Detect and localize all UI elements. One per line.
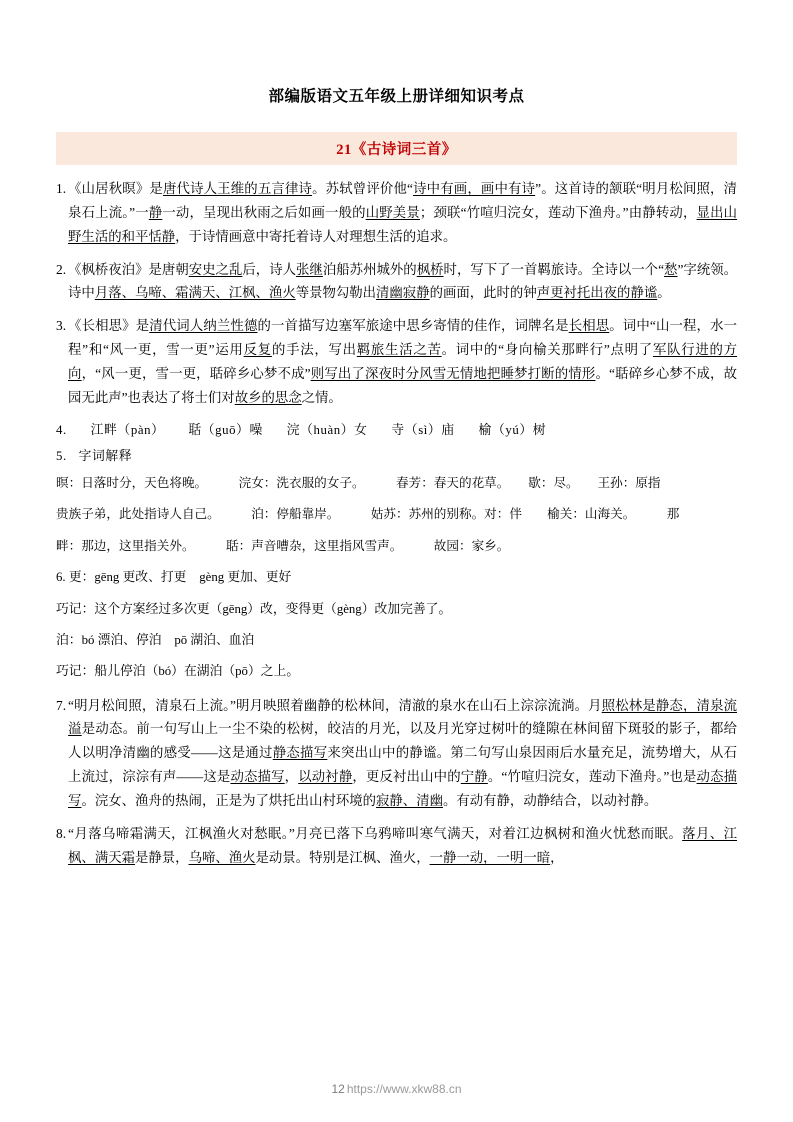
item-text: 《山居秋暝》是唐代诗人王维的五言律诗。苏轼曾评价他“诗中有画，画中有诗”。这首诗的颔联“明月松间照，清泉石上流。”一静一动，呈现出秋雨之后如画一般的山野美景；颈联“竹喧归浣女，莲动下渔舟。”由静转动，显出山野生活的和平恬静，于诗情画意中寄托着诗人对理想生活的追求。 [68, 181, 738, 244]
polyphone-entry-geng [56, 565, 737, 589]
polyphone-tip-geng: 巧记：这个方案经过多次更（gēng）改，变得更（gèng）改加完善了。 [56, 601, 452, 616]
page-title: 部编版语文五年级上册详细知识考点 [268, 88, 525, 105]
polyphone-tip-bo: 巧记：船儿停泊（bó）在湖泊（pō）之上。 [56, 664, 300, 679]
item-number: 3. [56, 318, 67, 334]
item-number: 4. [56, 422, 67, 437]
knowledge-item-2 [56, 258, 737, 315]
pinyin-practice-line [56, 419, 737, 438]
pinyin-entry: 浣（huàn）女 [286, 422, 368, 437]
analysis-item-7 [56, 694, 737, 822]
glossary-heading-label: 字词解释 [78, 448, 133, 463]
knowledge-item-3 [56, 314, 737, 418]
item-number: 6. [56, 570, 66, 585]
glossary-line: 畔：那边，这里指关外。 聒：声音嘈杂，这里指风雪声。 故园：家乡。 [56, 538, 510, 553]
item-number: 2. [56, 261, 67, 277]
glossary-line: 贵族子弟，此处指诗人自己。 泊：停船靠岸。 姑苏：苏州的别称。对：伴 榆关：山海关。 那 [56, 507, 680, 522]
pinyin-entry: 榆（yú）树 [478, 422, 547, 437]
item-number: 8. [56, 825, 67, 841]
analysis-text: “月落乌啼霜满天，江枫渔火对愁眠。”月亮已落下乌鸦啼叫寒气满天，对着江边枫树和渔火忧愁而眠。落月、江枫、满天霜是静景，乌啼、渔火是动景。特别是江枫、渔火，一静一动，一明一暗， [68, 825, 738, 865]
analysis-item-8 [56, 822, 737, 879]
polyphone-entry-bo: 泊：bó 漂泊、停泊 pō 湖泊、血泊 [56, 633, 255, 647]
page-number: 12 [331, 1082, 345, 1096]
glossary-heading [56, 445, 737, 464]
item-text: 《长相思》是清代词人纳兰性德的一首描写边塞军旅途中思乡寄情的佳作，词牌名是长相思。词中“山一程，水一程”和“风一更，雪一更”运用反复的手法，写出羁旅生活之苦。词中的“身向榆关那畔行”点明了军队行进的方向，“风一更，雪一更，聒碎乡心梦不成”则写出了深夜时分风雪无情地把睡梦打断的情形。“聒碎乡心梦不成，故园无此声”也表达了将士们对故乡的思念之情。 [68, 318, 738, 405]
knowledge-item-1 [56, 177, 737, 258]
glossary-line: 暝：日落时分，天色将晚。 浣女：洗衣服的女子。 春芳：春天的花草。 歇：尽。 王孙：原指 [56, 475, 661, 490]
polyphone-head: 更：gēng 更改、打更 gèng 更加、更好 [68, 570, 292, 585]
page-footer [0, 1082, 793, 1096]
site-url: https://www.xkw88.cn [346, 1082, 462, 1096]
item-number: 5. [56, 448, 67, 463]
analysis-text: “明月松间照，清泉石上流。”明月映照着幽静的松林间，清澈的泉水在山石上淙淙流淌。月照松林是静态，清泉流溢是动态。前一句写山上一尘不染的松树，皎洁的月光，以及月光穿过树叶的缝隙在林间留下斑驳的影子，都给人以明净清幽的感受——这是通过静态描写来突出山中的静谧。第二句写山泉因雨后水量充足，流势增大，从石上流过，淙淙有声——这是动态描写，以动衬静，更反衬出山中的宁静。“竹喧归浣女，莲动下渔舟。”也是动态描写。浣女、渔舟的热闹，正是为了烘托出山村环境的寂静、清幽。有动有静，动静结合，以动衬静。 [68, 697, 738, 809]
pinyin-entry: 聒（guō）噪 [188, 422, 263, 437]
item-text: 《枫桥夜泊》是唐朝安史之乱后，诗人张继泊船苏州城外的枫桥时，写下了一首羁旅诗。全诗以一个“愁”字统领。诗中月落、乌啼、霜满天、江枫、渔火等景物勾勒出清幽寂静的画面，此时的钟声更衬托出夜的静谧。 [68, 261, 738, 301]
pinyin-entry: 江畔（pàn） [90, 422, 165, 437]
item-number: 7. [56, 697, 67, 713]
pinyin-entry: 寺（sì）庙 [391, 422, 455, 437]
section-banner: 21《古诗词三首》 [56, 132, 737, 165]
item-number: 1. [56, 181, 67, 196]
